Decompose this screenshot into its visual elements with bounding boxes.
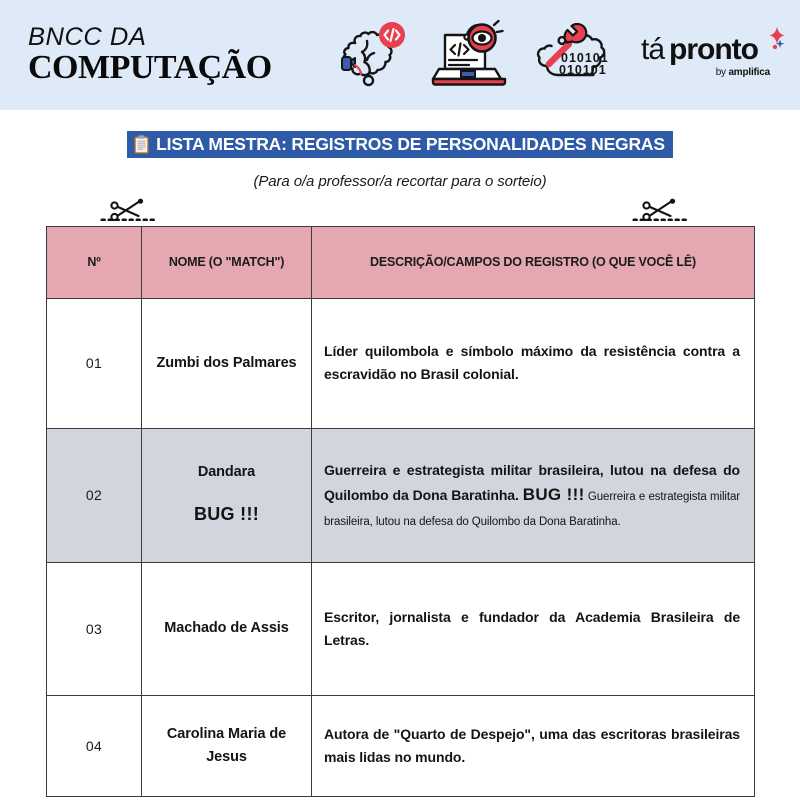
svg-text:010101: 010101 (559, 62, 607, 77)
bug-inline-text: Guerreira e estrategista militar brasileira, lutou na defesa do Quilombo da Dona Baratinha. (324, 491, 741, 528)
laptop-eye-icon (431, 17, 507, 94)
table-row (47, 695, 755, 796)
wrench-binary-cloud-icon (531, 18, 611, 93)
scissors-icon (100, 195, 156, 226)
logo-word-pronto: pronto (669, 32, 758, 66)
row-number: 01 (47, 298, 142, 428)
column-header-description: DESCRIÇÃO/CAMPOS DO REGISTRO (O QUE VOCÊ LÊ) (312, 226, 755, 298)
row-name-with-bug (142, 428, 312, 562)
row-description: Líder quilombola e símbolo máximo da resistência contra a escravidão no Brasil colonial. (312, 298, 755, 428)
scissors-icon (632, 195, 688, 226)
row-name: Dandara (197, 463, 256, 480)
table-header-row (47, 226, 755, 298)
row-description: Guerreira e estrategista militar brasileira, lutou na defesa do Quilombo da Dona Baratinha. (324, 461, 740, 504)
ta-pronto-byline (716, 68, 770, 78)
table-row (47, 428, 755, 562)
ta-pronto-wordmark (641, 33, 786, 65)
logo-word-ta: tá (641, 32, 665, 66)
bug-inline-label: BUG !!! (522, 485, 585, 505)
row-name: Machado de Assis (142, 562, 312, 695)
page-title-area (0, 131, 800, 159)
master-list-table-wrap (46, 226, 754, 797)
page-header-band (0, 0, 800, 110)
byline-by: by (715, 66, 729, 78)
byline-brand: amplifica (728, 66, 770, 78)
row-name: Zumbi dos Palmares (142, 298, 312, 428)
bug-label: BUG !!! (193, 504, 260, 525)
ta-pronto-logo (641, 33, 786, 78)
master-list-table (46, 226, 755, 797)
sparkle-icon (760, 25, 786, 57)
page-title-chip (127, 131, 673, 158)
row-name: Carolina Maria de Jesus (142, 695, 312, 796)
row-description: Autora de "Quarto de Despejo", uma das escritoras brasileiras mais lidas no mundo. (312, 695, 755, 796)
page-title-text: LISTA MESTRA: REGISTROS DE PERSONALIDADES NEGRAS (156, 134, 665, 154)
brand-line-computacao: COMPUTAÇÃO (28, 49, 272, 86)
row-number: 04 (47, 695, 142, 796)
row-number: 02 (47, 428, 142, 562)
brand-line-bncc-da: BNCC DA (28, 23, 147, 51)
row-number: 03 (47, 562, 142, 695)
svg-text:010101: 010101 (561, 50, 609, 65)
table-row (47, 298, 755, 428)
row-description-with-bug (312, 428, 755, 562)
clipboard-icon (134, 135, 149, 154)
column-header-number: Nº (47, 226, 142, 298)
cut-marks-strip (0, 200, 800, 226)
table-row (47, 562, 755, 695)
brain-code-icon (329, 17, 407, 94)
column-header-name: NOME (O "MATCH") (142, 226, 312, 298)
page-subtitle: (Para o/a professor/a recortar para o sorteio) (253, 172, 547, 190)
row-description: Escritor, jornalista e fundador da Academia Brasileira de Letras. (312, 562, 755, 695)
header-icon-group (329, 17, 611, 94)
bncc-brand-lockup (28, 25, 272, 85)
